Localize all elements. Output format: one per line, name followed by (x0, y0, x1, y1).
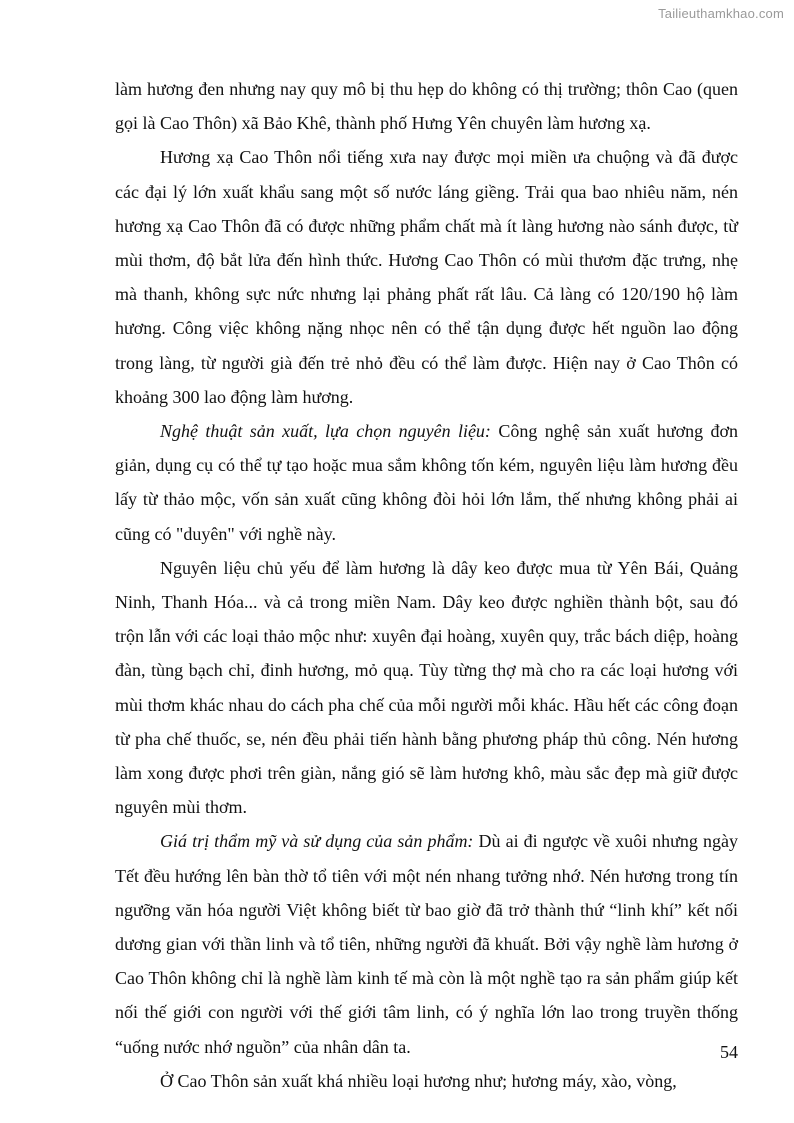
paragraph-production-art (115, 414, 738, 551)
paragraph-raw-materials (115, 551, 738, 825)
paragraph-cao-thon-incense (115, 140, 738, 414)
paragraph-text: làm hương đen nhưng nay quy mô bị thu hẹp do không có thị trường; thôn Cao (quen gọi là Cao Thôn) xã Bảo Khê, thành phố Hưng Yên chuyên làm hương xạ. (115, 79, 738, 134)
page-number: 54 (720, 1042, 738, 1062)
paragraph-text: Công nghệ sản xuất hương đơn giản, dụng cụ có thể tự tạo hoặc mua sắm không tốn kém, nguyên liệu làm hương đều lấy từ thảo mộc, vốn sản xuất cũng không đòi hỏi lớn lắm, thế nhưng không phải ai cũng có "duyên" với nghề này. (115, 421, 738, 544)
paragraph-text: Ở Cao Thôn sản xuất khá nhiều loại hương như; hương máy, xào, vòng, (160, 1070, 677, 1091)
paragraph-incense-types (115, 1064, 738, 1098)
paragraph-aesthetic-value (115, 824, 738, 1063)
paragraph-text: Hương xạ Cao Thôn nổi tiếng xưa nay được mọi miền ưa chuộng và đã được các đại lý lớn xuất khẩu sang một số nước láng giềng. Trải qua bao nhiêu năm, nén hương xạ Cao Thôn đã có được những phẩm chất mà ít làng hương nào sánh được, từ mùi thơm, độ bắt lửa đến hình thức. Hương Cao Thôn có mùi thươm đặc trưng, nhẹ mà thanh, không sực nức nhưng lại phảng phất rất lâu. Cả làng có 120/190 hộ làm hương. Công việc không nặng nhọc nên có thể tận dụng được hết nguồn lao động trong làng, từ người già đến trẻ nhỏ đều có thể làm được. Hiện nay ở Cao Thôn có khoảng 300 lao động làm hương. (115, 147, 738, 407)
paragraph-text: Nguyên liệu chủ yếu để làm hương là dây keo được mua từ Yên Bái, Quảng Ninh, Thanh Hóa... và cả trong miền Nam. Dây keo được nghiền thành bột, sau đó trộn lẫn với các loại thảo mộc như: xuyên đại hoàng, xuyên quy, trắc bách diệp, hoàng đàn, tùng bạch chỉ, đinh hương, mỏ quạ. Tùy từng thợ mà cho ra các loại hương với mùi thơm khác nhau do cách pha chế của mỗi người mỗi khác. Hầu hết các công đoạn từ pha chế thuốc, se, nén đều phải tiến hành bằng phương pháp thủ công. Nén hương làm xong được phơi trên giàn, nắng gió sẽ làm hương khô, màu sắc đẹp mà giữ được nguyên mùi thơm. (115, 557, 738, 818)
document-body (115, 72, 738, 1098)
watermark-text: Tailieuthamkhao.com (658, 6, 784, 21)
paragraph-lead-italic: Nghệ thuật sản xuất, lựa chọn nguyên liệu: (160, 421, 491, 442)
paragraph-continuation (115, 72, 738, 140)
paragraph-text: Dù ai đi ngược về xuôi nhưng ngày Tết đều hướng lên bàn thờ tổ tiên với một nén nhang tưởng nhớ. Nén hương trong tín ngưỡng văn hóa người Việt không biết từ bao giờ đã trở thành thứ “linh khí” kết nối dương gian với thần linh và tổ tiên, những người đã khuất. Bởi vậy nghề làm hương ở Cao Thôn không chỉ là nghề làm kinh tế mà còn là một nghề tạo ra sản phẩm giúp kết nối thế giới con người với thế giới tâm linh, có ý nghĩa lớn lao trong truyền thống “uống nước nhớ nguồn” của nhân dân ta. (115, 831, 738, 1057)
paragraph-lead-italic: Giá trị thẩm mỹ và sử dụng của sản phẩm: (160, 831, 474, 852)
